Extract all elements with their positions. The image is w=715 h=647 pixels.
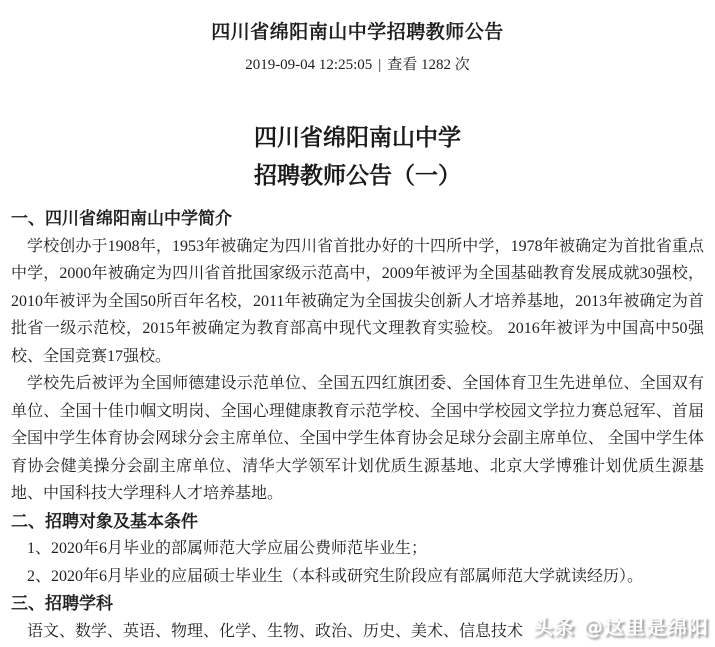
paragraph: 2、2020年6月毕业的应届硕士毕业生（本科或研究生阶段应有部属师范大学就读经历）。: [27, 567, 644, 585]
page-title: 四川省绵阳南山中学招聘教师公告: [211, 22, 504, 43]
document-heading-line1: 四川省绵阳南山中学: [254, 125, 461, 151]
section-heading: 三、招聘学科: [11, 594, 113, 613]
view-count: 查看 1282 次: [387, 57, 470, 73]
section-heading: 二、招聘对象及基本条件: [11, 511, 198, 531]
paragraph: 学校创办于1908年，1953年被确定为四川省首批办好的十四所中学，1978年被确定为首批省重点中学，2000年被确定为四川省首批国家级示范高中，2009年被评为全国基础教育发展成就30强校，2010年被评为全国50所百年名校，2011年被确定为全国拔尖创新人才培养基地，2013年被确定为首批省一级示范校，2015年被确定为教育部高中现代文理教育实验校。 2016年被评为中国高中50强校、全国竞赛17强校。: [11, 237, 704, 365]
paragraph: 学校先后被评为全国师德建设示范单位、全国五四红旗团委、全国体育卫生先进单位、全国双有单位、全国十佳巾帼文明岗、全国心理健康教育示范学校、全国中学校园文学拉力赛总冠军、首届全国中学生体育协会网球分会主席单位、全国中学生体育协会足球分会副主席单位、 全国中学生体育协会健美操分会副主席单位、清华大学领军计划优质生源基地、北京大学博雅计划优质生源基地、中国科技大学理科人才培养基地。: [11, 375, 704, 502]
post-meta: [0, 55, 715, 75]
page-header: [0, 0, 715, 75]
document-heading-line2: 招聘教师公告（一）: [254, 163, 461, 189]
meta-separator: |: [378, 57, 382, 73]
article-body: [0, 205, 715, 645]
post-date: 2019-09-04 12:25:05: [245, 57, 373, 73]
section-heading: 一、四川省绵阳南山中学简介: [11, 209, 232, 228]
document-heading: [0, 119, 715, 195]
paragraph: 语文、数学、英语、物理、化学、生物、政治、历史、美术、信息技术: [27, 622, 524, 640]
paragraph: 1、2020年6月毕业的部属师范大学应届公费师范毕业生；: [27, 540, 428, 557]
watermark: 头条 @这里是绵阳: [533, 615, 709, 639]
